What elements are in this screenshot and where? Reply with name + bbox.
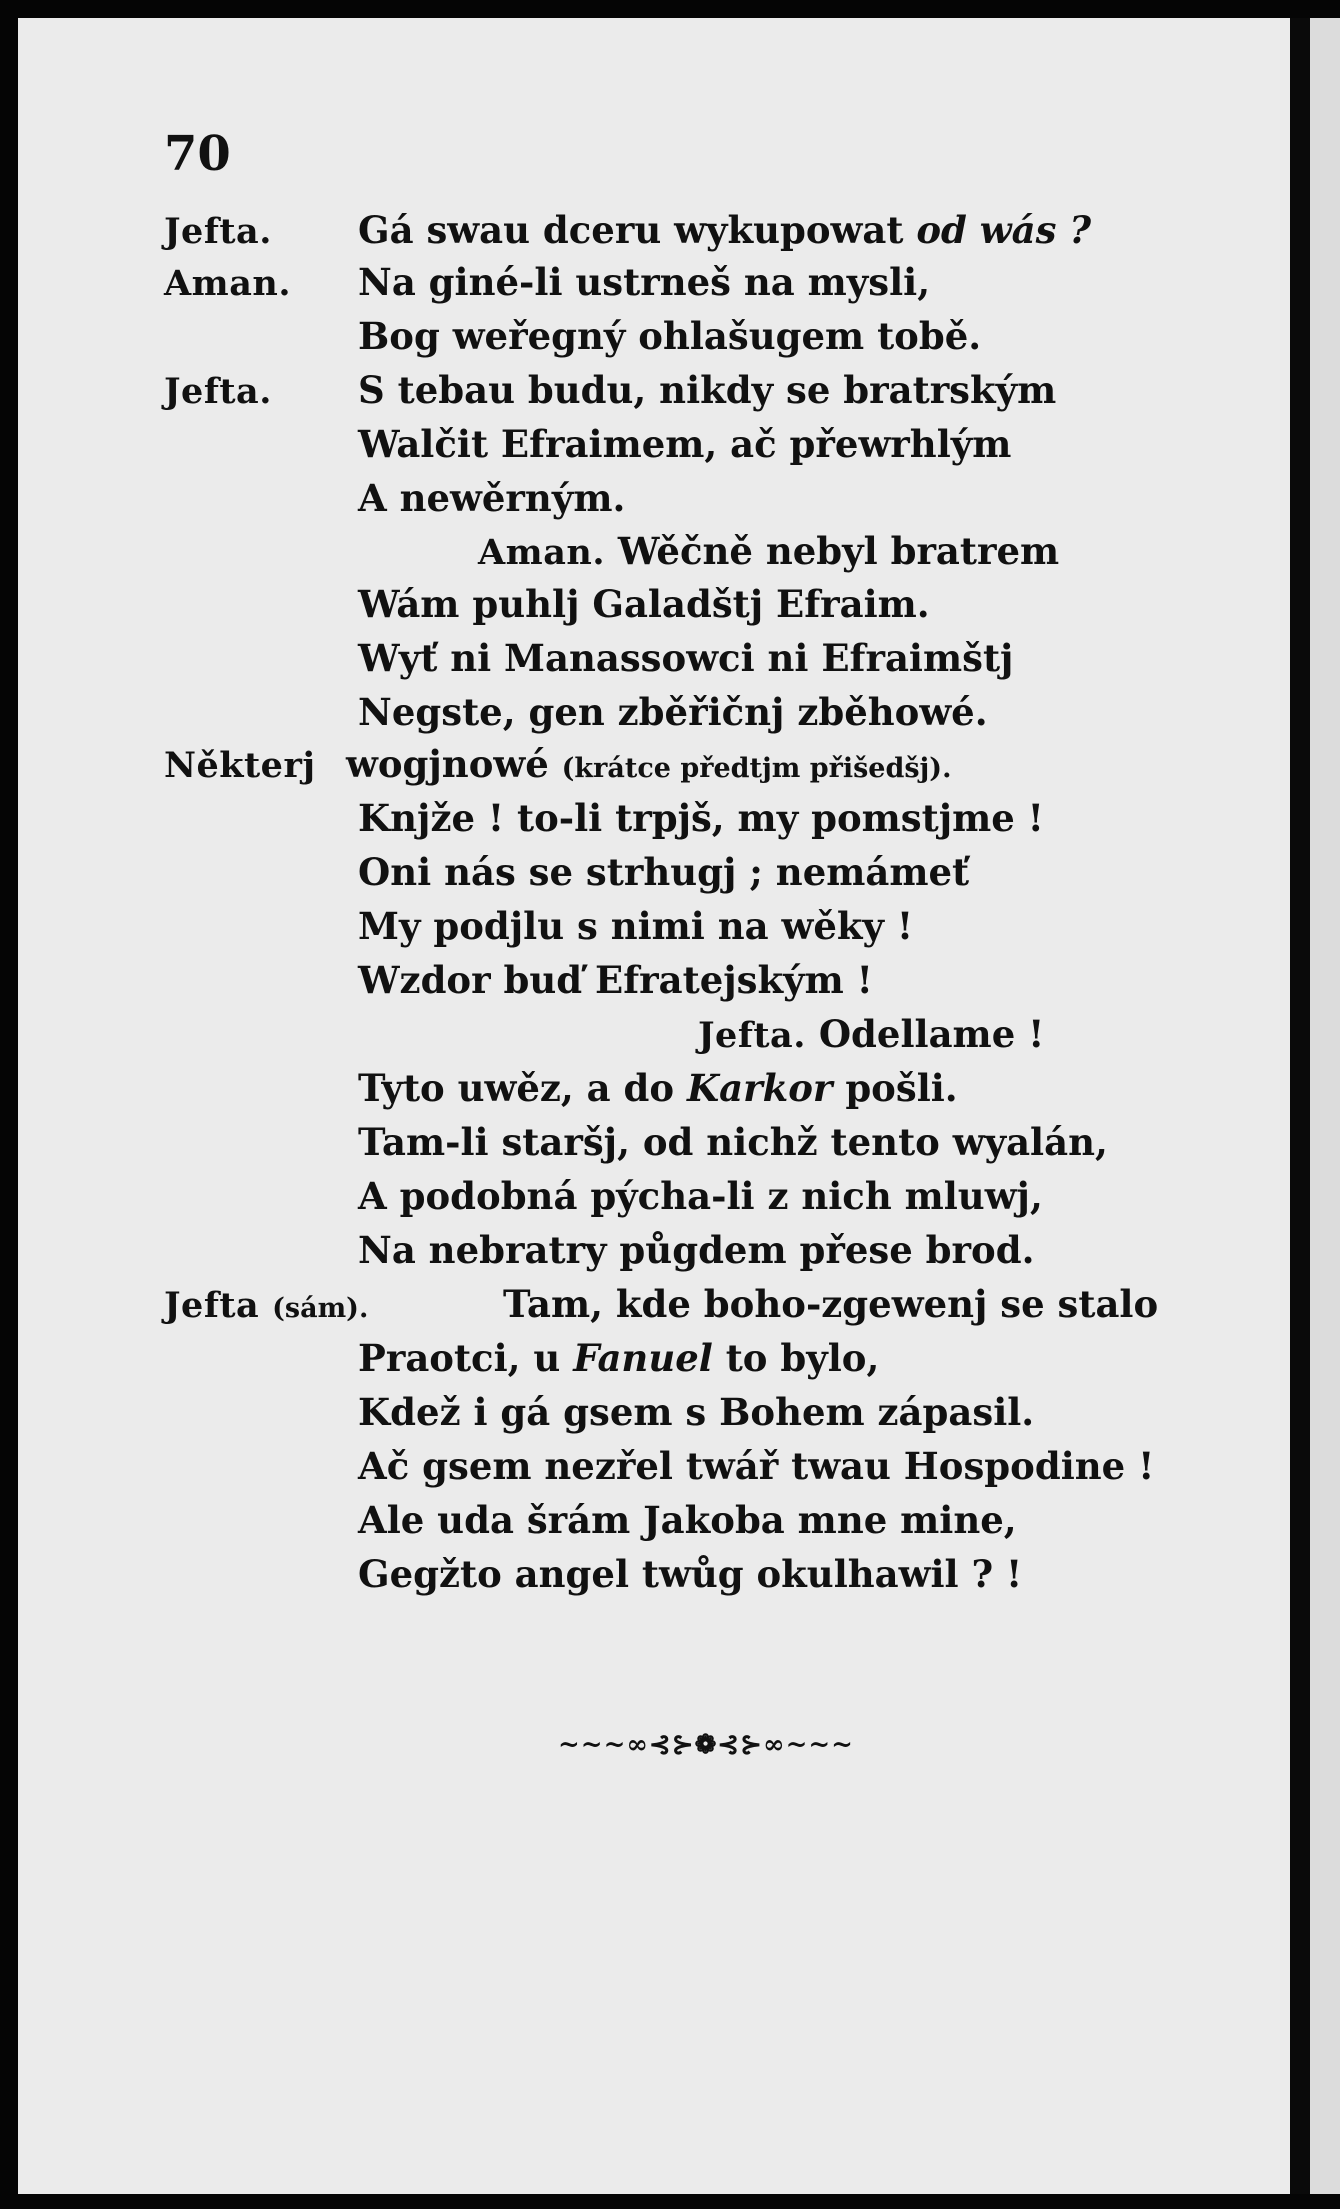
verse-line: Na giné-li ustrneš na mysli, — [358, 260, 931, 304]
verse-text-italic: Fanuel — [573, 1336, 713, 1380]
verse-line: Walčit Efraimem, ač přewrhlým — [358, 422, 1012, 466]
stage-direction: (krátce předtjm přišedšj). — [561, 753, 952, 784]
verse-text: Wěčně nebyl bratrem — [617, 529, 1060, 573]
verse-line: Wzdor buď Efratejským ! — [358, 958, 873, 1002]
verse-text: to bylo, — [725, 1336, 880, 1380]
verse-line — [358, 208, 1092, 252]
speaker-aman-inline: Aman. — [478, 532, 605, 573]
verse-text: Praotci, u — [358, 1336, 561, 1380]
page-gutter-shadow — [1290, 18, 1310, 2194]
verse-line: Wám puhlj Galadštj Efraim. — [358, 582, 930, 626]
verse-line: Bog weřegný ohlašugem tobě. — [358, 314, 982, 358]
speaker-jefta-inline: Jefta. — [698, 1015, 806, 1056]
verse-line: Tam-li staršj, od nichž tento wyalán, — [358, 1120, 1108, 1164]
verse-line: A newěrným. — [358, 476, 626, 520]
verse-line: Ač gsem nezřel twář twau Hospodine ! — [358, 1444, 1155, 1488]
adjacent-page-edge — [1310, 18, 1340, 2194]
verse-line: My podjlu s nimi na wěky ! — [358, 904, 914, 948]
verse-line: Ale uda šrám Jakoba mne mine, — [358, 1498, 1017, 1542]
verse-line: S tebau budu, nikdy se bratrským — [358, 368, 1057, 412]
verse-text-italic: od wás ? — [916, 208, 1092, 252]
verse-line: Oni nás se strhugj ; nemámeť — [358, 850, 970, 894]
verse-line: Na nebratry půgdem přese brod. — [358, 1228, 1035, 1272]
verse-line: Negste, gen zběřičnj zběhowé. — [358, 690, 988, 734]
verse-line: Wyť ni Manassowci ni Efraimštj — [358, 636, 1014, 680]
verse-line — [358, 1066, 958, 1110]
book-page — [18, 18, 1290, 2194]
verse-line — [478, 529, 1060, 573]
verse-line: Gegžto angel twůg okulhawil ? ! — [358, 1552, 1023, 1596]
verse-text: wogjnowé — [346, 742, 549, 786]
speaker-jefta: Jefta — [164, 1285, 260, 1326]
speaker-jefta: Jefta. — [164, 211, 272, 252]
verse-line: Kdež i gá gsem s Bohem zápasil. — [358, 1390, 1035, 1434]
speaker-nekterj: Některj — [164, 745, 316, 786]
verse-text: Gá swau dceru wykupowat — [358, 208, 904, 252]
verse-text-italic: Karkor — [686, 1066, 833, 1110]
verse-line — [346, 742, 952, 786]
verse-line — [358, 1336, 880, 1380]
ornament-divider: ~~~∞⊰⊱❁⊰⊱∞~~~ — [558, 1730, 854, 1760]
verse-line — [698, 1012, 1045, 1056]
speaker-aman: Aman. — [164, 263, 291, 304]
verse-text: Tyto uwěz, a do — [358, 1066, 675, 1110]
page-number: 70 — [164, 126, 231, 182]
verse-text: pošli. — [845, 1066, 958, 1110]
verse-line: Tam, kde boho-zgewenj se stalo — [503, 1282, 1159, 1326]
stage-direction: (sám). — [272, 1293, 369, 1324]
verse-line: A podobná pýcha-li z nich mluwj, — [358, 1174, 1043, 1218]
speaker-jefta-sam — [164, 1285, 369, 1326]
verse-line: Knjže ! to-li trpjš, my pomstjme ! — [358, 796, 1044, 840]
verse-text: Odellame ! — [818, 1012, 1045, 1056]
speaker-jefta: Jefta. — [164, 371, 272, 412]
